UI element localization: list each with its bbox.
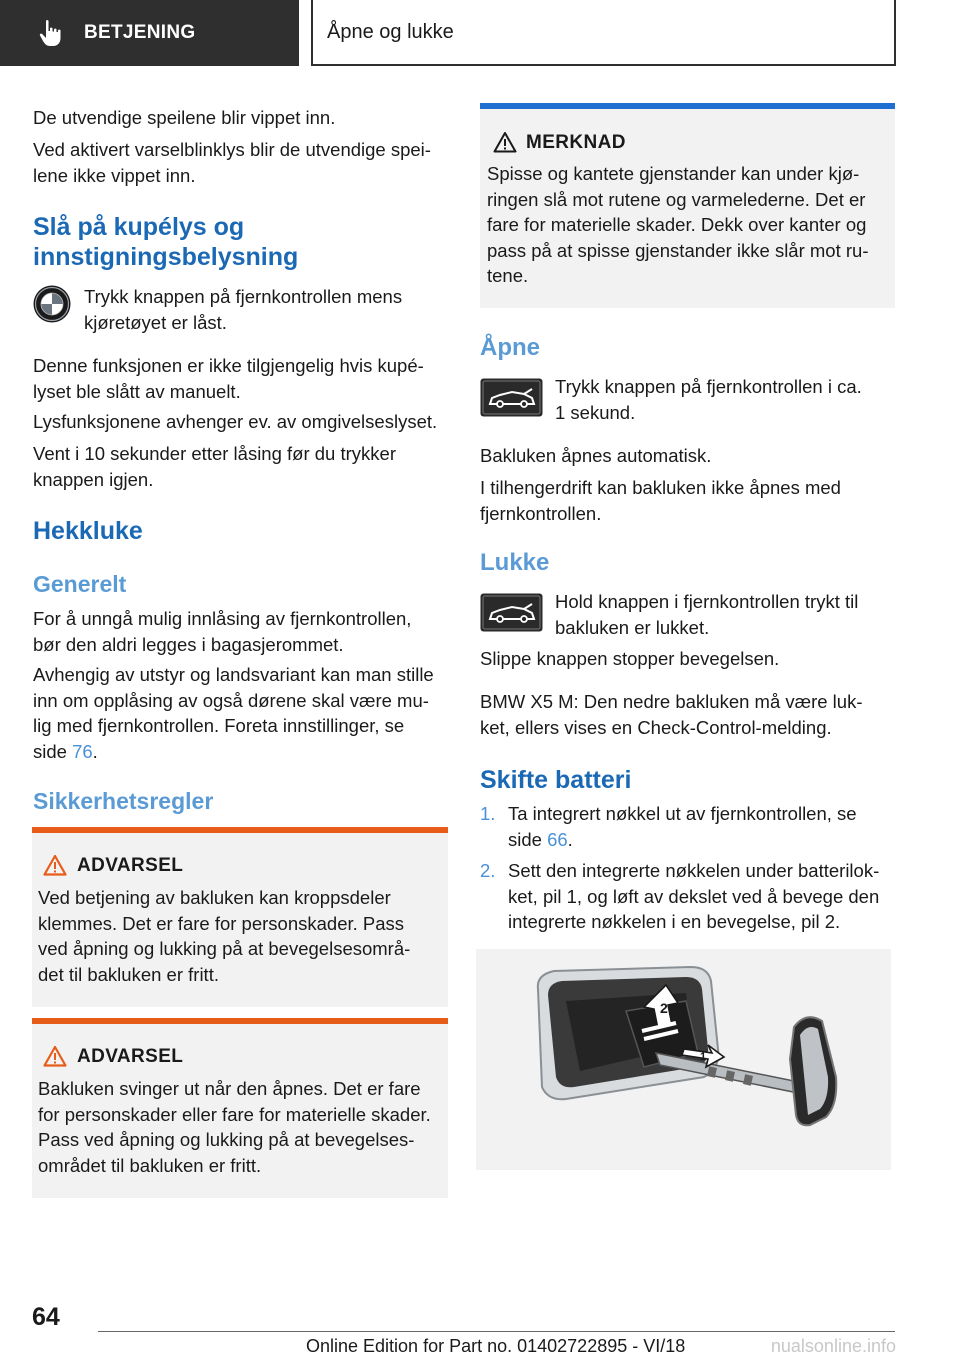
warning-box [32,1018,448,1198]
line: integrerte nøkkelen i en bevegelse, pil 2. [508,911,841,932]
line: for personskader eller fare for materielle skader. [38,1103,431,1125]
tailgate-button-icon [480,593,543,632]
paragraph [33,137,431,188]
line [480,827,857,853]
line: det til bakluken er fritt. [38,963,219,985]
line: BMW X5 M: Den nedre bakluken må være luk- [480,691,863,712]
line: bør den aldri legges i bagasjerommet. [33,633,344,655]
paragraph: Bakluken åpnes automatisk. [480,445,712,466]
line: Ved aktivert varselblinklys blir de utvendige spei- [33,139,431,160]
paragraph [480,689,862,740]
section-heading: Hekkluke [33,517,143,545]
warning-box [32,827,448,1007]
step-number: 1. [480,803,496,824]
paragraph [33,606,411,657]
line: inn om opplåsing av også dørene skal være mu- [33,689,429,711]
text: Sett den integrerte nøkkelen under batterilok- [508,860,880,881]
line: tene. [487,265,529,286]
line: ket, pil 1, og løft av dekslet ved å bevege den [508,885,880,907]
watermark: nualsonline.info [770,1336,896,1356]
line: fjernkontrollen. [480,502,602,524]
edition-text: Online Edition for Part no. 01402722895 - VI/18 [306,1336,686,1356]
line: lig med fjernkontrollen. Foreta innstillinger, se [33,715,405,736]
page-number: 64 [32,1303,60,1331]
note-text [487,161,868,289]
page-title: Åpne og lukke [327,20,454,43]
paragraph [33,441,396,492]
text: . [92,740,98,762]
line: lene ikke vippet inn. [33,164,196,186]
warning-title: ADVARSEL [77,855,184,876]
key-battery-illustration [476,949,891,1170]
warning-bar [32,1018,448,1024]
paragraph [33,353,424,404]
note-title: MERKNAD [526,132,626,153]
tailgate-button-icon [480,378,543,417]
list-item [480,858,879,935]
line: Trykk knappen på fjernkontrollen i ca. [555,376,862,397]
arrow-1-label: 1 [700,1051,707,1063]
paragraph: Slippe knappen stopper bevegelsen. [480,648,780,669]
instruction [555,589,858,640]
line: Spisse og kantete gjenstander kan under kjø- [487,163,860,184]
key-fob-drawing [476,949,891,1170]
hand-pointer-icon [38,19,64,47]
warning-triangle-icon [43,854,67,876]
line: Vent i 10 sekunder etter låsing før du trykker [33,443,396,464]
arrow-2-label: 2 [660,1000,668,1016]
line: I tilhengerdrift kan bakluken ikke åpnes med [480,477,841,498]
subsection-heading: Lukke [480,549,550,576]
line: ringen slå mot rutene og varmelederne. Det er [487,188,866,210]
line: lyset ble slått av manuelt. [33,380,241,402]
line: Pass ved åpning og lukking på at bevegelses- [38,1129,415,1150]
text: Ta integrert nøkkel ut av fjernkontrollen, se [508,803,857,824]
section-label: BETJENING [84,22,196,43]
page-link[interactable]: 66 [547,828,568,850]
line [480,801,857,827]
subsection-heading: Åpne [480,334,540,361]
warning-text [38,885,410,987]
line [33,739,434,765]
line: knappen igjen. [33,468,154,490]
line: Ved betjening av bakluken kan kroppsdeler [38,887,391,908]
page-link[interactable]: 76 [72,740,93,762]
paragraph: De utvendige speilene blir vippet inn. [33,107,336,128]
list-item [480,801,857,852]
page-title-bar [311,0,896,66]
warning-title: ADVARSEL [77,1046,184,1067]
line: fare for materielle skader. Dekk over kanter og [487,214,867,235]
line: Slå på kupélys og [33,213,245,241]
line: Avhengig av utstyr og landsvariant kan man stille [33,664,434,685]
line: ved åpning og lukking på at bevegelsesområ- [38,938,411,959]
subsection-heading: Sikkerhetsregler [33,788,214,814]
note-bar [480,103,895,109]
line: klemmes. Det er fare for personskader. Pass [38,912,405,934]
text: side [508,828,548,850]
line: kjøretøyet er låst. [84,311,227,333]
paragraph [33,662,434,764]
line: bakluken er lukket. [555,616,710,638]
line: For å unngå mulig innlåsing av fjernkontrollen, [33,608,412,629]
step-number: 2. [480,860,496,881]
line: innstigningsbelysning [33,243,299,271]
line: ket, ellers vises en Check-Control-melding. [480,716,832,738]
notice-triangle-icon [493,131,517,153]
section-heading: Skifte batteri [480,766,632,794]
line: området til bakluken er fritt. [38,1154,262,1176]
line: Denne funksjonen er ikke tilgjengelig hvis kupé- [33,355,424,376]
text: side [33,740,73,762]
line: pass på at spisse gjenstander ikke slår mot ru- [487,239,869,261]
subsection-heading: Generelt [33,571,127,597]
warning-triangle-icon [43,1045,67,1067]
footer-divider [98,1331,895,1332]
instruction [84,284,402,335]
warning-text [38,1076,431,1178]
warning-bar [32,827,448,833]
line: Trykk knappen på fjernkontrollen mens [84,286,403,307]
line [480,858,879,884]
line: 1 sekund. [555,401,636,423]
line: Bakluken svinger ut når den åpnes. Det er fare [38,1078,421,1099]
paragraph: Lysfunksjonene avhenger ev. av omgivelseslyset. [33,411,438,432]
line: Hold knappen i fjernkontrollen trykt til [555,591,859,612]
note-box [480,103,895,308]
paragraph [480,475,841,526]
bmw-logo-icon [33,285,71,323]
section-heading [33,212,298,272]
instruction [555,374,862,425]
text: . [567,828,573,850]
section-tab [0,0,299,66]
